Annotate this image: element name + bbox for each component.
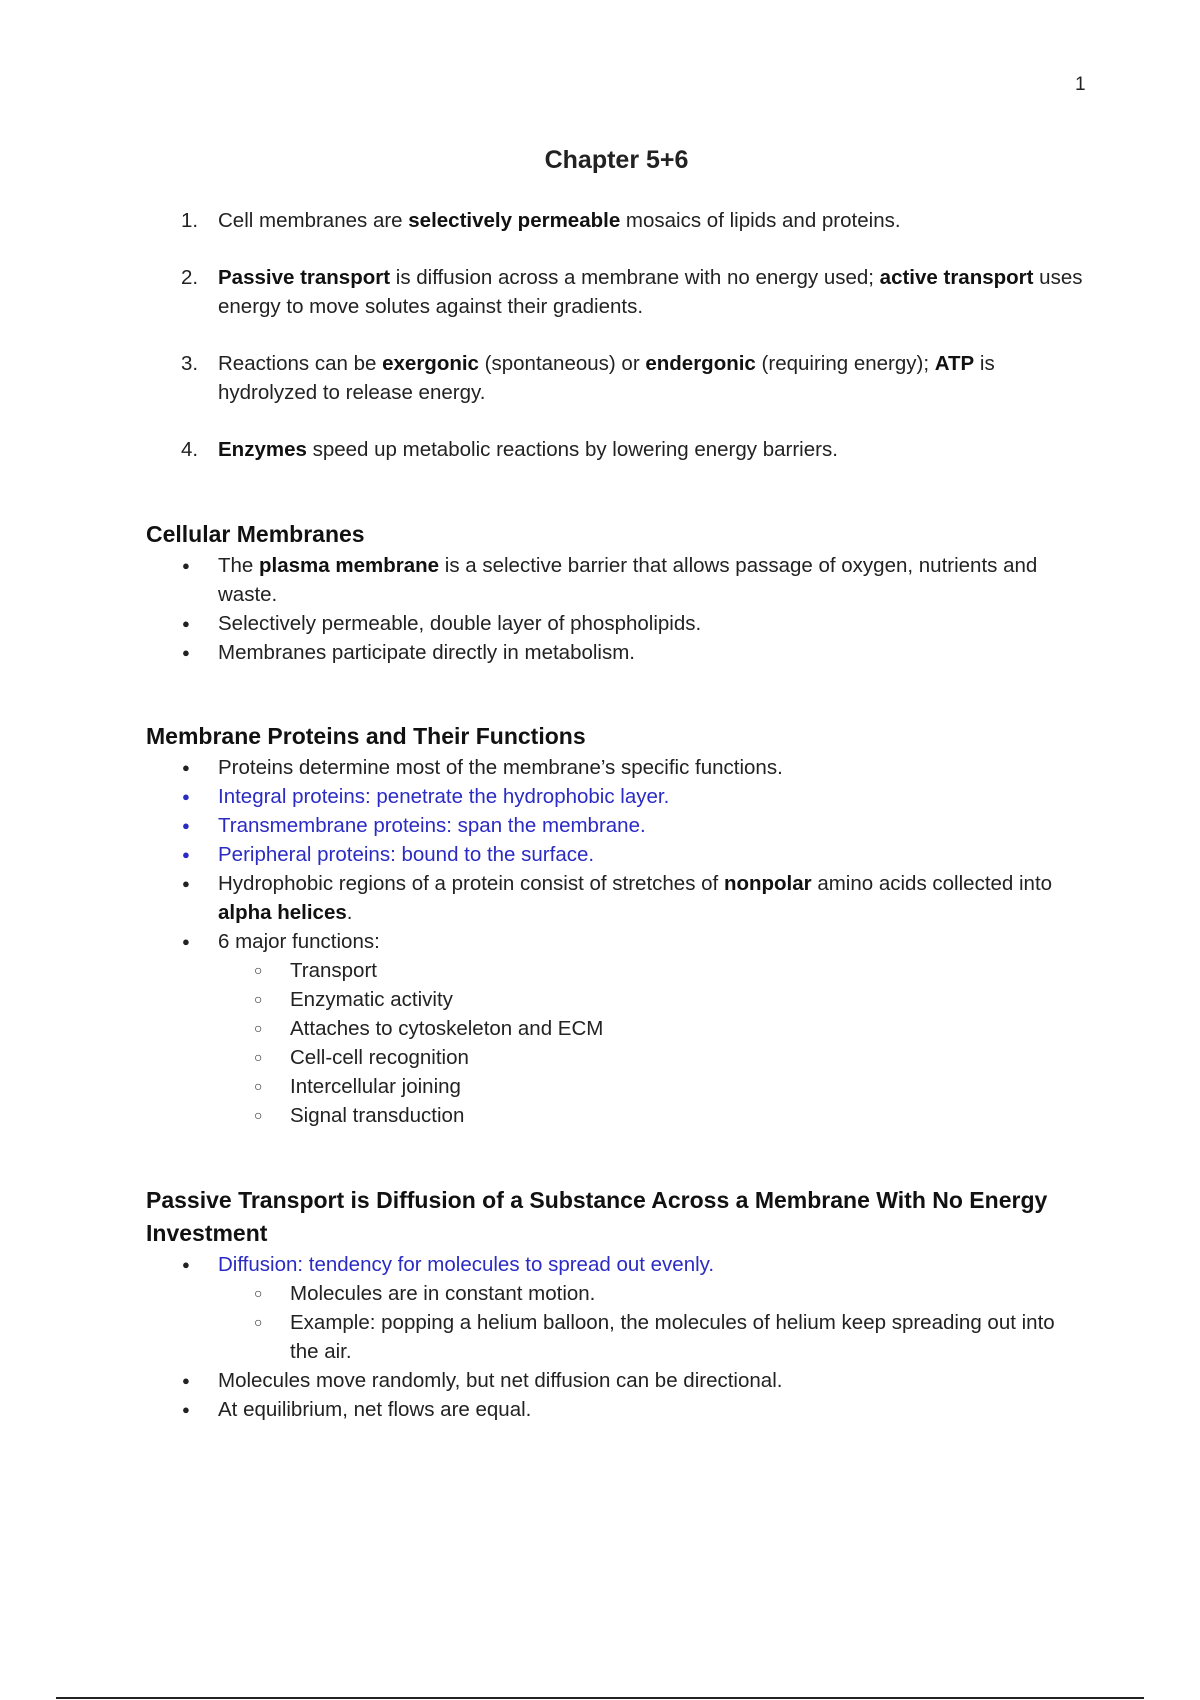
sub-list-item: ○ Example: popping a helium balloon, the molecules of helium keep spreading out into the air. (218, 1308, 1086, 1366)
section-heading-membrane-proteins: Membrane Proteins and Their Functions (146, 723, 586, 749)
document-body (146, 206, 1086, 1424)
list-item: ● Membranes participate directly in metabolism. (146, 638, 1086, 667)
page-title: Chapter 5+6 (544, 146, 689, 174)
sub-list-item: ○ Transport (218, 956, 1086, 985)
summary-list (146, 206, 1086, 464)
sub-list (218, 1279, 1086, 1366)
list-item: ● Peripheral proteins: bound to the surface. (146, 840, 1086, 869)
list-item: ● At equilibrium, net flows are equal. (146, 1395, 1086, 1424)
list-item: ● 6 major functions: ○ Transport ○ Enzymatic activity ○ Attaches to cytoskeleton and ECM ○ Cell-cell recognition ○ Intercellular joining ○ Signal transduction (146, 927, 1086, 1130)
list-item: ● Transmembrane proteins: span the membrane. (146, 811, 1086, 840)
list-item: ● Integral proteins: penetrate the hydrophobic layer. (146, 782, 1086, 811)
sub-list-item: ○ Molecules are in constant motion. (218, 1279, 1086, 1308)
sub-list-item: ○ Intercellular joining (218, 1072, 1086, 1101)
list-item: ● Hydrophobic regions of a protein consist of stretches of nonpolar amino acids collected into alpha helices. (146, 869, 1086, 927)
list-item: 1. Cell membranes are selectively permeable mosaics of lipids and proteins. (181, 209, 901, 232)
sub-list-item: ○ Attaches to cytoskeleton and ECM (218, 1014, 1086, 1043)
bullet-list (146, 753, 1086, 1130)
list-item: ● Selectively permeable, double layer of phospholipids. (146, 609, 1086, 638)
list-item: 3. Reactions can be exergonic (spontaneous) or endergonic (requiring energy); ATP is hydrolyzed to release energy. (181, 352, 995, 404)
list-item: ● The plasma membrane is a selective barrier that allows passage of oxygen, nutrients and waste. (146, 551, 1086, 609)
list-item: ● Molecules move randomly, but net diffusion can be directional. (146, 1366, 1086, 1395)
list-item: 2. Passive transport is diffusion across a membrane with no energy used; active transport uses energy to move solutes against their gradients. (181, 266, 1083, 318)
sub-list-item: ○ Cell-cell recognition (218, 1043, 1086, 1072)
footer-divider (56, 1697, 1144, 1699)
page-number: 1 (1075, 74, 1086, 95)
list-item: 4. Enzymes speed up metabolic reactions by lowering energy barriers. (181, 438, 838, 461)
bullet-list (146, 1250, 1086, 1424)
list-item: ● Proteins determine most of the membrane’s specific functions. (146, 753, 1086, 782)
sub-list-item: ○ Signal transduction (218, 1101, 1086, 1130)
section-heading-cellular-membranes: Cellular Membranes (146, 521, 365, 547)
section-heading-passive-transport: Passive Transport is Diffusion of a Substance Across a Membrane With No Energy Investment (146, 1187, 1048, 1246)
list-item: ● Diffusion: tendency for molecules to spread out evenly. ○ Molecules are in constant motion. ○ Example: popping a helium balloon, the molecules of helium keep spreading out into the air. (146, 1250, 1086, 1366)
bullet-list (146, 551, 1086, 667)
sub-list (218, 956, 1086, 1130)
sub-list-item: ○ Enzymatic activity (218, 985, 1086, 1014)
